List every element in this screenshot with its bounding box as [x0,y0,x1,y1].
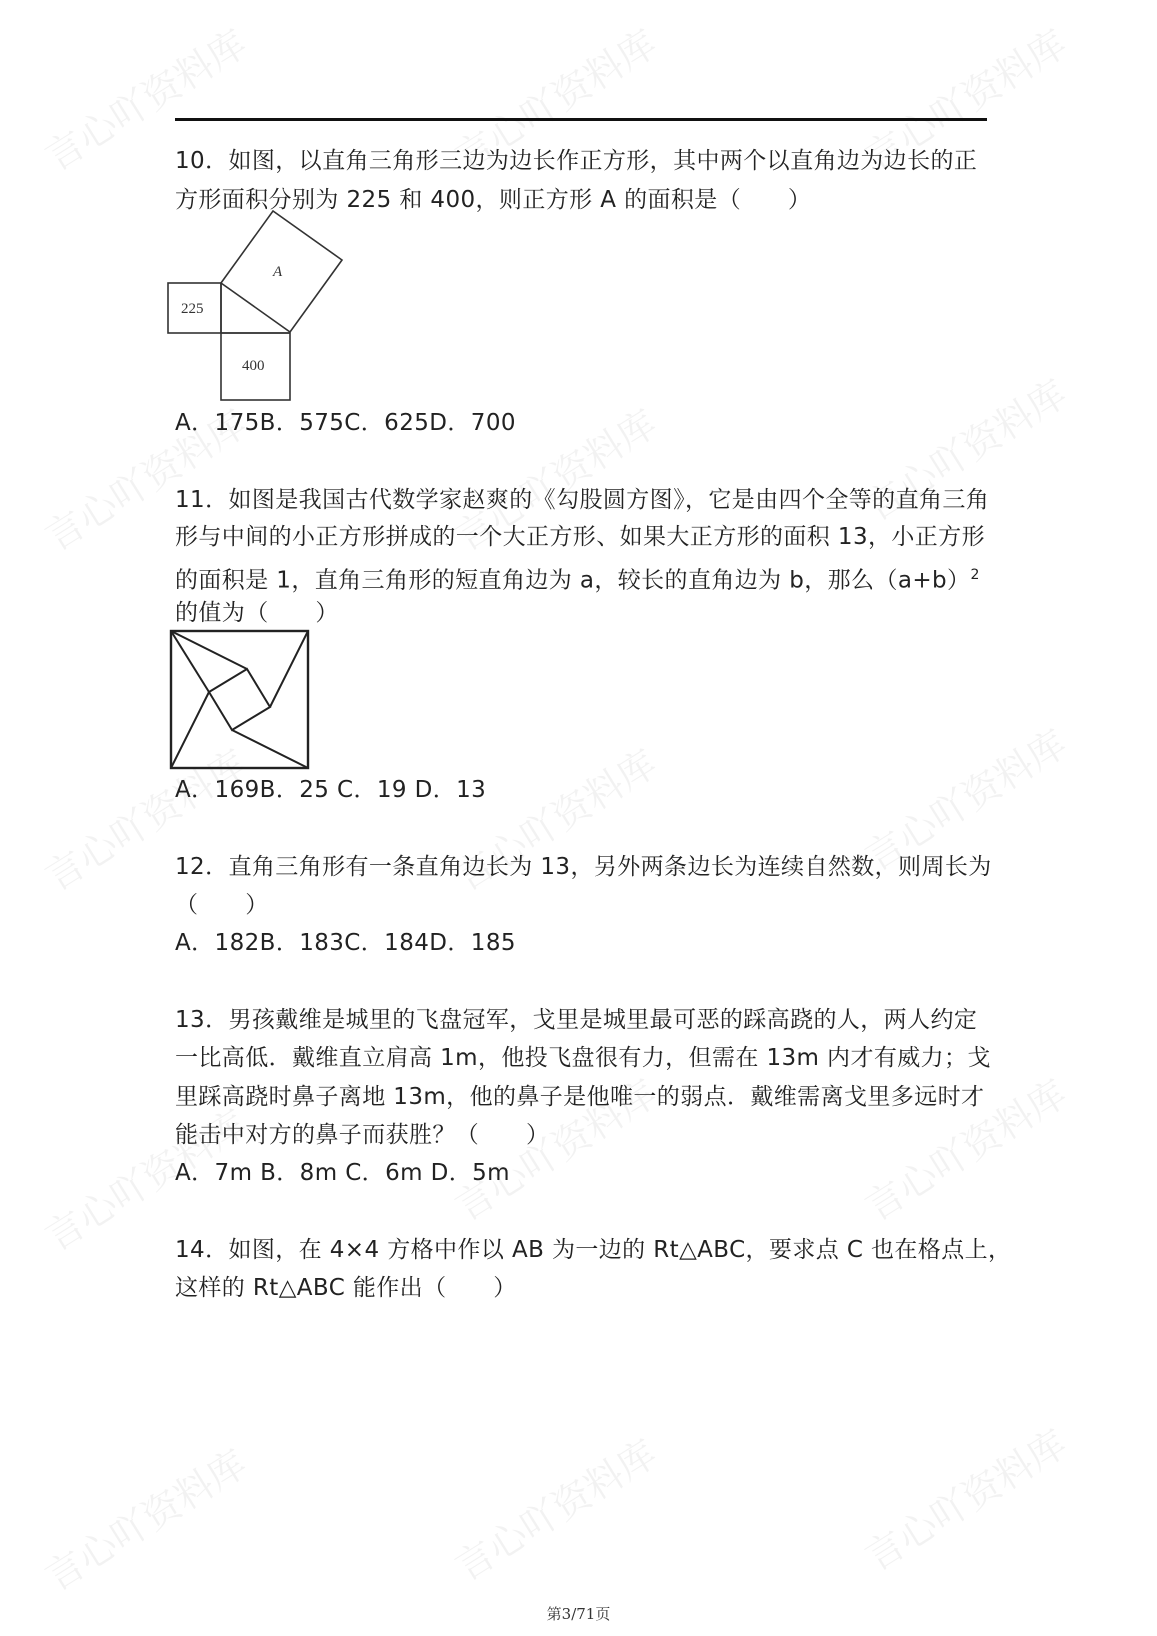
q11-line1: 11．如图是我国古代数学家赵爽的《勾股圆方图》，它是由四个全等的直角三角 [175,487,990,513]
q11-options: A．169B．25 C．19 D．13 [175,777,487,803]
q10-label-400: 400 [242,358,265,374]
q10-line1: 10．如图，以直角三角形三边为边长作正方形，其中两个以直角边为边长的正 [175,148,978,174]
watermark: 言心吖资料库 [857,1421,1075,1580]
q13-options: A．7m B．8m C．6m D．5m [175,1160,510,1186]
watermark: 言心吖资料库 [37,21,255,180]
watermark: 言心吖资料库 [37,401,255,560]
watermark: 言心吖资料库 [37,1101,255,1260]
q11-triangle-edge [270,631,308,707]
q11-big-square [171,631,308,768]
q11-triangle-edge [171,692,209,768]
q14-line1: 14．如图，在 4×4 方格中作以 AB 为一边的 Rt△ABC，要求点 C 也在格点上， [175,1237,1012,1263]
q10-options: A．175B．575C．625D．700 [175,410,516,436]
watermark: 言心吖资料库 [857,1071,1075,1230]
q14-line2: 这样的 Rt△ABC 能作出（ ） [175,1275,517,1301]
q10-label-a: A [273,264,283,280]
q13-line4: 能击中对方的鼻子而获胜？（ ） [175,1122,550,1148]
page-number: 第3/71页 [546,1605,611,1623]
q11-triangle-edge [232,730,308,768]
watermark: 言心吖资料库 [37,1441,255,1600]
watermark: 言心吖资料库 [857,21,1075,180]
watermark: 言心吖资料库 [447,1431,665,1590]
q11-line3 [175,560,980,596]
q11-line2: 形与中间的小正方形拼成的一个大正方形、如果大正方形的面积 13，小正方形 [175,524,985,550]
q11-figure [168,628,312,772]
q10-label-225: 225 [181,301,204,317]
watermark: 言心吖资料库 [447,401,665,560]
q11-line4: 的值为（ ） [175,600,339,626]
q12-options: A．182B．183C．184D．185 [175,930,516,956]
q13-line1: 13．男孩戴维是城里的飞盘冠军，戈里是城里最可恶的踩高跷的人，两人约定 [175,1007,978,1033]
q11-line3-text: 的面积是 1，直角三角形的短直角边为 a，较长的直角边为 b，那么（a+b） [175,567,971,594]
watermark: 言心吖资料库 [857,721,1075,880]
q12-line1: 12．直角三角形有一条直角边长为 13，另外两条边长为连续自然数，则周长为 [175,854,992,880]
q13-line2: 一比高低．戴维直立肩高 1m，他投飞盘很有力，但需在 13m 内才有威力；戈 [175,1045,991,1071]
q10-figure [165,210,355,405]
q13-line3: 里踩高跷时鼻子离地 13m，他的鼻子是他唯一的弱点．戴维需离戈里多远时才 [175,1084,985,1110]
q11-small-square [209,669,270,730]
watermark: 言心吖资料库 [447,21,665,180]
q12-line2: （ ） [175,892,269,918]
watermark: 言心吖资料库 [447,741,665,900]
q10-line2: 方形面积分别为 225 和 400，则正方形 A 的面积是（ ） [175,187,812,213]
watermark: 言心吖资料库 [857,371,1075,530]
header-rule [175,118,987,121]
q11-line3-sup: 2 [970,567,980,583]
watermark: 言心吖资料库 [37,741,255,900]
watermark: 言心吖资料库 [447,1071,665,1230]
